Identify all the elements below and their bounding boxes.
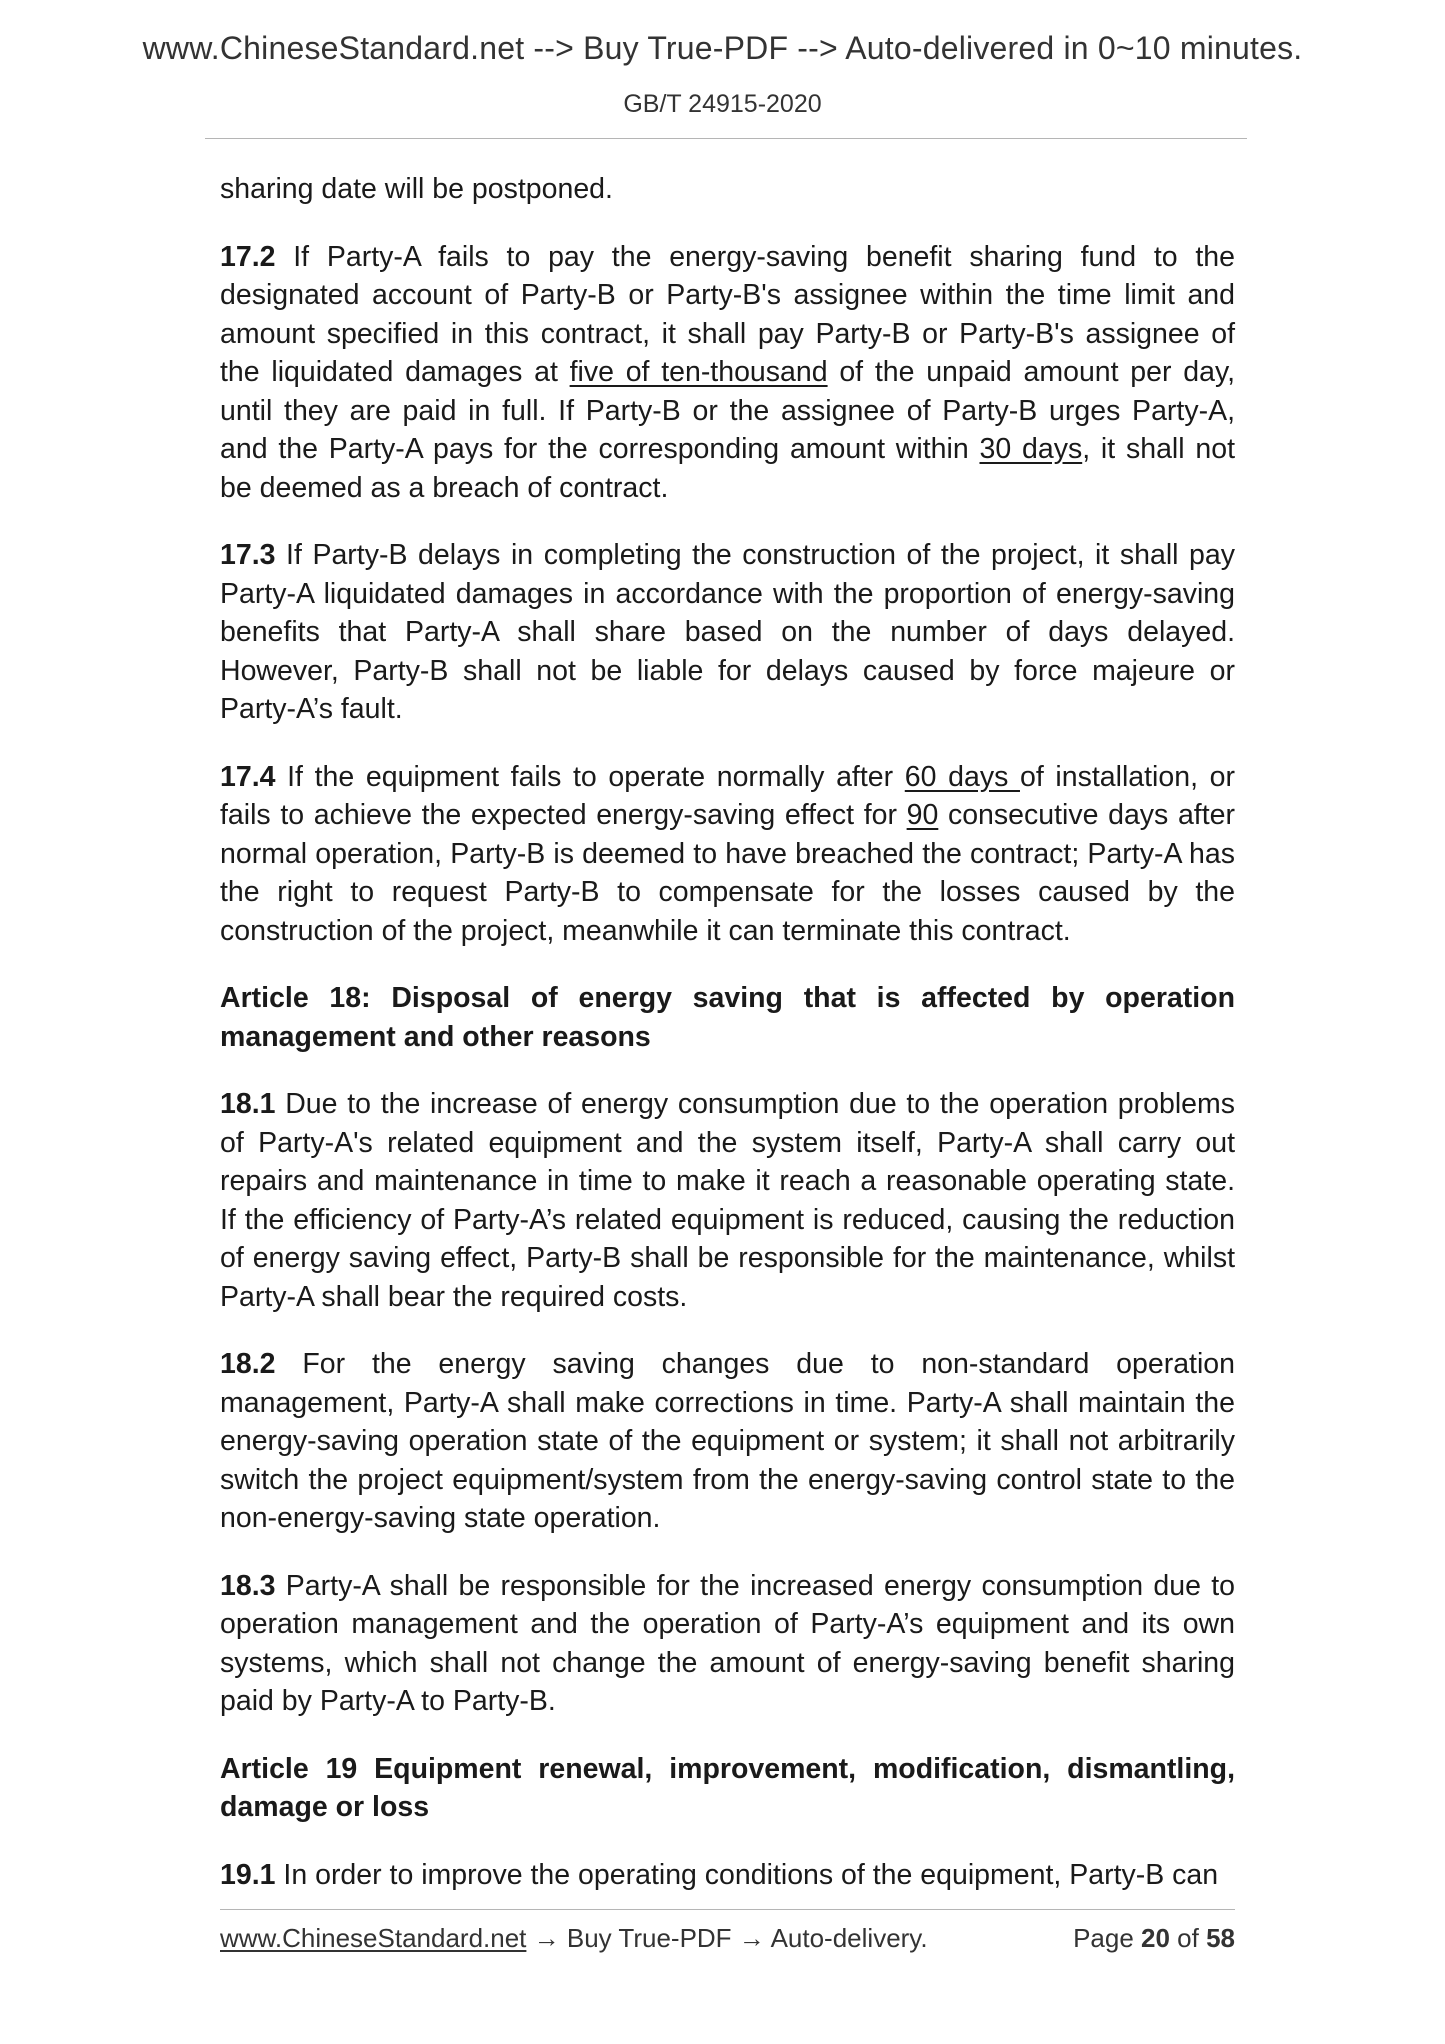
page-indicator [1073,1923,1235,1954]
clause-text: Party-A shall be responsible for the increased energy consumption due to operation management and the operation of Party-A’s equipment and its own systems, which shall not change the amount of energy-saving benefit sharing paid by Party-A to Party-B. [220,1569,1235,1717]
clause-text: of the unpaid amount per day, until they are paid in full. If Party-B or the assignee of Party-B urges Party-A, and the Party-A pays for the corresponding amount within [220,356,1235,465]
paragraph-text: sharing date will be postponed. [220,173,613,205]
clause-18-1 [220,1085,1235,1316]
clause-17-2 [220,238,1235,508]
clause-18-3 [220,1567,1235,1721]
underlined-term: five of ten-thousand [569,356,828,388]
clause-text: of installation, or fails to achieve the expected energy-saving effect for [220,760,1235,831]
article-18-heading: Article 18: Disposal of energy saving that is affected by operation management and other reasons [220,982,1235,1053]
clause-number: 19.1 [220,1858,276,1891]
page-label: Page [1073,1923,1142,1953]
page-content [220,170,1235,1923]
clause-number: 18.3 [220,1569,276,1602]
clause-text: , it shall not be deemed as a breach of contract. [220,433,1236,504]
clause-number: 18.2 [220,1348,276,1380]
clause-text: Due to the increase of energy consumption due to the operation problems of Party-A's related equipment and the system itself, Party-A shall carry out repairs and maintenance in time to make it reach a reasonable operating state. If the efficiency of Party-A’s related equipment is reduced, causing the reduction of energy saving effect, Party-B shall be responsible for the maintenance, whilst Party-A shall bear the required costs. [220,1088,1235,1313]
page-footer [220,1923,1235,1961]
underlined-term: 30 days [979,433,1083,465]
clause-text: If Party-B delays in completing the construction of the project, it shall pay Party-A liquidated damages in accordance with the proportion of energy-saving benefits that Party-A shall share based on the number of days delayed. However, Party-B shall not be liable for delays caused by force majeure or Party-A’s fault. [220,539,1235,725]
current-page-number: 20 [1141,1923,1170,1953]
clause-17-3 [220,536,1235,729]
clause-number: 17.4 [220,760,276,793]
clause-17-4 [220,758,1235,951]
clause-19-1 [220,1856,1235,1895]
header-divider [205,138,1247,139]
footer-divider [220,1909,1235,1910]
underlined-term: 60 days [904,760,1020,793]
clause-text: In order to improve the operating conditions of the equipment, Party-B can [275,1858,1219,1891]
footer-left [220,1923,928,1954]
total-pages-number: 58 [1206,1923,1235,1953]
clause-text: consecutive days after normal operation, Party-B is deemed to have breached the contract; Party-A has the right to request Party-B to compensate for the losses caused by the construction of the project, meanwhile it can terminate this contract. [220,799,1235,947]
document-code: GB/T 24915-2020 [623,90,822,118]
footer-tagline: → Buy True-PDF → Auto-delivery. [526,1923,928,1953]
clause-text: If Party-A fails to pay the energy-saving benefit sharing fund to the designated account of Party-B or Party-B's assignee within the time limit and amount specified in this contract, it shall pay Party-B or Party-B's assignee of the liquidated damages at [220,240,1235,388]
underlined-term: 90 [906,799,939,831]
clause-number: 18.1 [220,1088,276,1120]
top-banner: www.ChineseStandard.net --> Buy True-PDF --> Auto-delivered in 0~10 minutes. [142,30,1303,66]
paragraph-continuation [220,170,1235,209]
clause-number: 17.3 [220,539,276,571]
clause-18-2 [220,1345,1235,1538]
of-label: of [1169,1923,1207,1953]
clause-text: For the energy saving changes due to non-standard operation management, Party-A shall make corrections in time. Party-A shall maintain the energy-saving operation state of the equipment or system; it shall not arbitrarily switch the project equipment/system from the energy-saving control state to the non-energy-saving state operation. [220,1348,1235,1534]
footer-website-link[interactable]: www.ChineseStandard.net [220,1923,527,1953]
article-19-heading: Article 19 Equipment renewal, improvement, modification, dismantling, damage or loss [220,1752,1235,1823]
clause-number: 17.2 [220,240,276,273]
clause-text: If the equipment fails to operate normally after [275,760,905,793]
